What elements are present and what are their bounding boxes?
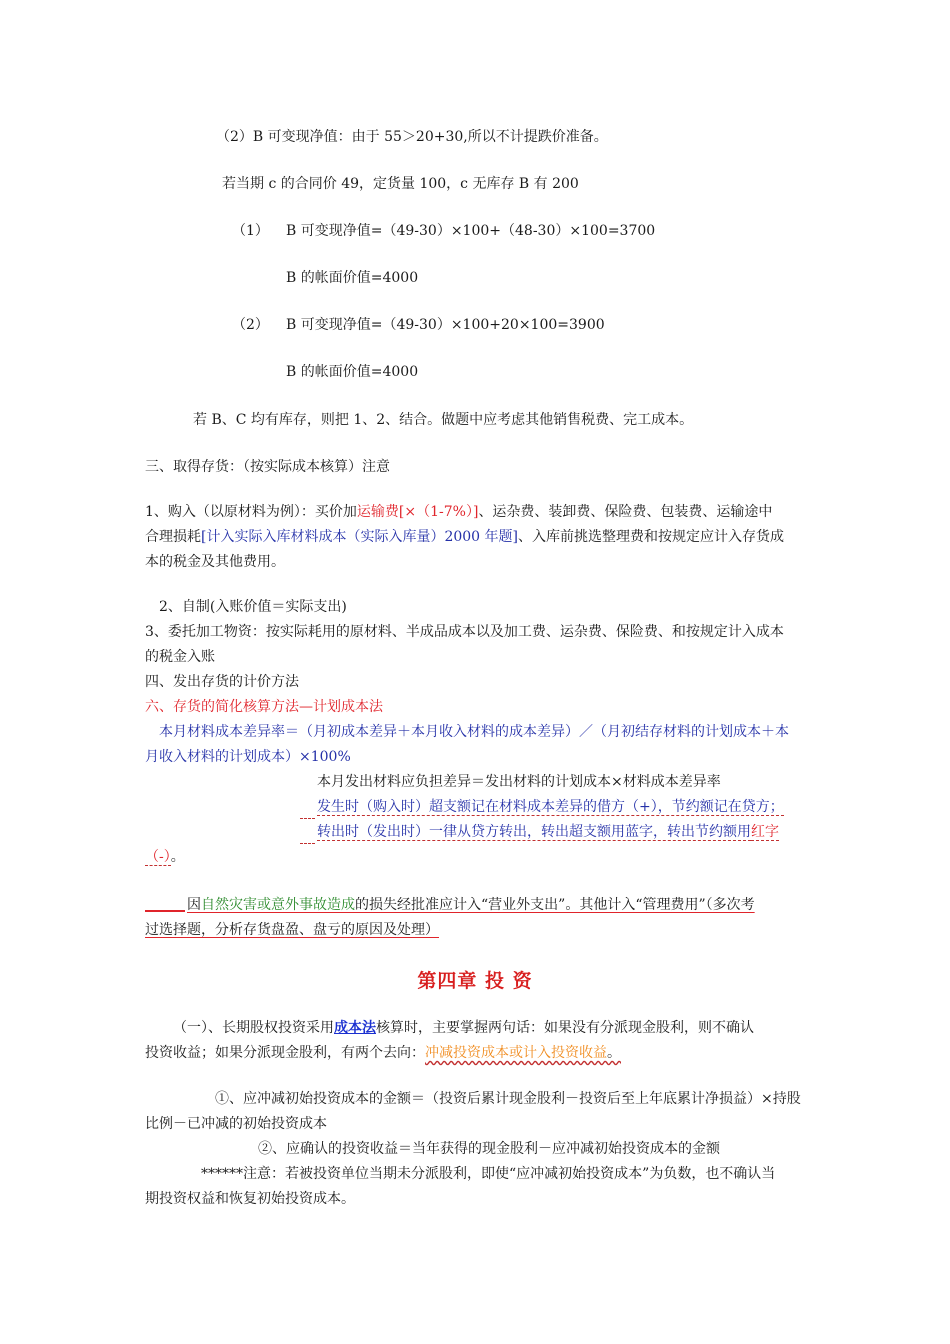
text-run-orange: 冲减投资成本或计入投资收益 xyxy=(425,1045,607,1061)
text-run: 、运杂费、装卸费、保险费、包装费、运输途中 xyxy=(478,504,773,520)
text-run-red: 运输费[×（1-7%）] xyxy=(356,504,479,520)
underlined-text: 发生时（购入时）超支额记在材料成本差异的借方（+），节约额记在贷方； xyxy=(317,799,784,815)
text-run: 合理损耗 xyxy=(145,529,201,545)
rule-line xyxy=(145,845,185,870)
rule-line xyxy=(317,820,779,845)
paragraph-line xyxy=(145,525,784,550)
paragraph-line xyxy=(145,1041,621,1066)
chapter-title: 第四章 投 资 xyxy=(417,970,533,992)
formula-line: ①、应冲减初始投资成本的金额＝（投资后累计现金股利－投资后至上年底累计净损益）×持股 xyxy=(215,1091,801,1107)
paragraph-line: 3、委托加工物资：按实际耗用的原材料、半成品成本以及加工费、运杂费、保险费、和按规定计入成本 xyxy=(145,624,784,640)
note-line: ******注意：若被投资单位当期未分派股利，即使“应冲减初始投资成本”为负数，也不确认当 xyxy=(201,1166,776,1182)
text-line: B 的帐面价值=4000 xyxy=(286,270,419,286)
section-heading-red: 六、存货的简化核算方法—计划成本法 xyxy=(145,699,383,715)
rule-line xyxy=(317,795,784,820)
red-underline xyxy=(145,910,185,912)
text-line: 若 B、C 均有库存，则把 1、2、结合。做题中应考虑其他销售税费、完工成本。 xyxy=(193,412,694,428)
text-run-red: 红字 xyxy=(751,824,779,840)
text-run-red: （-） xyxy=(145,849,171,865)
text-line: 若当期 c 的合同价 49，定货量 100，c 无库存 B 有 200 xyxy=(222,176,579,192)
cost-method-link[interactable]: 成本法 xyxy=(334,1020,376,1036)
formula-line: 本月材料成本差异率＝（月初成本差异＋本月收入材料的成本差异）／（月初结存材料的计划成本＋本 xyxy=(159,724,789,740)
note-line xyxy=(145,918,439,943)
text-run: 的损失经批准应计入“营业外支出”。其他计入“管理费用”（多次考 xyxy=(355,897,755,913)
text-run: 投资收益；如果分派现金股利，有两个去向： xyxy=(145,1045,425,1061)
underlined-text: 转出时（发出时）一律从贷方转出，转出超支额用蓝字，转出节约额用 xyxy=(317,824,751,840)
text-line: B 可变现净值=（49-30）×100+20×100=3900 xyxy=(286,317,605,333)
text-line: B 的帐面价值=4000 xyxy=(286,364,419,380)
dashed-underline xyxy=(300,843,315,844)
text-run-blue: [计入实际入库材料成本（实际入库量）2000 年题] xyxy=(201,529,519,545)
text-run: 因 xyxy=(187,897,201,913)
formula-line: ②、应确认的投资收益＝当年获得的现金股利－应冲减初始投资成本的金额 xyxy=(258,1141,720,1157)
formula-line: 月收入材料的计划成本）×100% xyxy=(145,749,351,765)
section-heading: 三、取得存货：（按实际成本核算）注意 xyxy=(145,459,390,475)
paragraph-line: 2、自制(入账价值＝实际支出) xyxy=(159,599,347,615)
text-run: 。 xyxy=(607,1045,621,1061)
note-line xyxy=(187,893,755,918)
paragraph-line: 的税金入账 xyxy=(145,649,215,665)
formula-line: 本月发出材料应负担差异＝发出材料的计划成本×材料成本差异率 xyxy=(317,774,721,790)
text-run: （一）、长期股权投资采用 xyxy=(173,1020,334,1036)
formula-line: 比例－已冲减的初始投资成本 xyxy=(145,1116,327,1132)
text-line: B 可变现净值=（49-30）×100+（48-30）×100=3700 xyxy=(286,223,656,239)
text-run: 核算时，主要掌握两句话：如果没有分派现金股利，则不确认 xyxy=(376,1020,754,1036)
note-line: 期投资权益和恢复初始投资成本。 xyxy=(145,1191,355,1207)
text-run-green: 自然灾害或意外事故造成 xyxy=(201,897,355,913)
paragraph-line xyxy=(173,1016,754,1041)
item-number: （1） xyxy=(232,223,269,239)
text-line: （2）B 可变现净值：由于 55＞20+30,所以不计提跌价准备。 xyxy=(216,129,608,145)
paragraph-line xyxy=(145,500,772,525)
text-run: 1、购入（以原材料为例）：买价加 xyxy=(145,504,357,520)
text-run: 过选择题，分析存货盘盈、盘亏的原因及处理） xyxy=(145,922,439,938)
text-run: 、入库前挑选整理费和按规定应计入存货成 xyxy=(518,529,785,545)
section-heading: 四、发出存货的计价方法 xyxy=(145,674,299,690)
text-run: 。 xyxy=(170,849,185,865)
paragraph-line: 本的税金及其他费用。 xyxy=(145,554,285,570)
item-number: （2） xyxy=(232,317,269,333)
dashed-underline xyxy=(300,818,315,819)
